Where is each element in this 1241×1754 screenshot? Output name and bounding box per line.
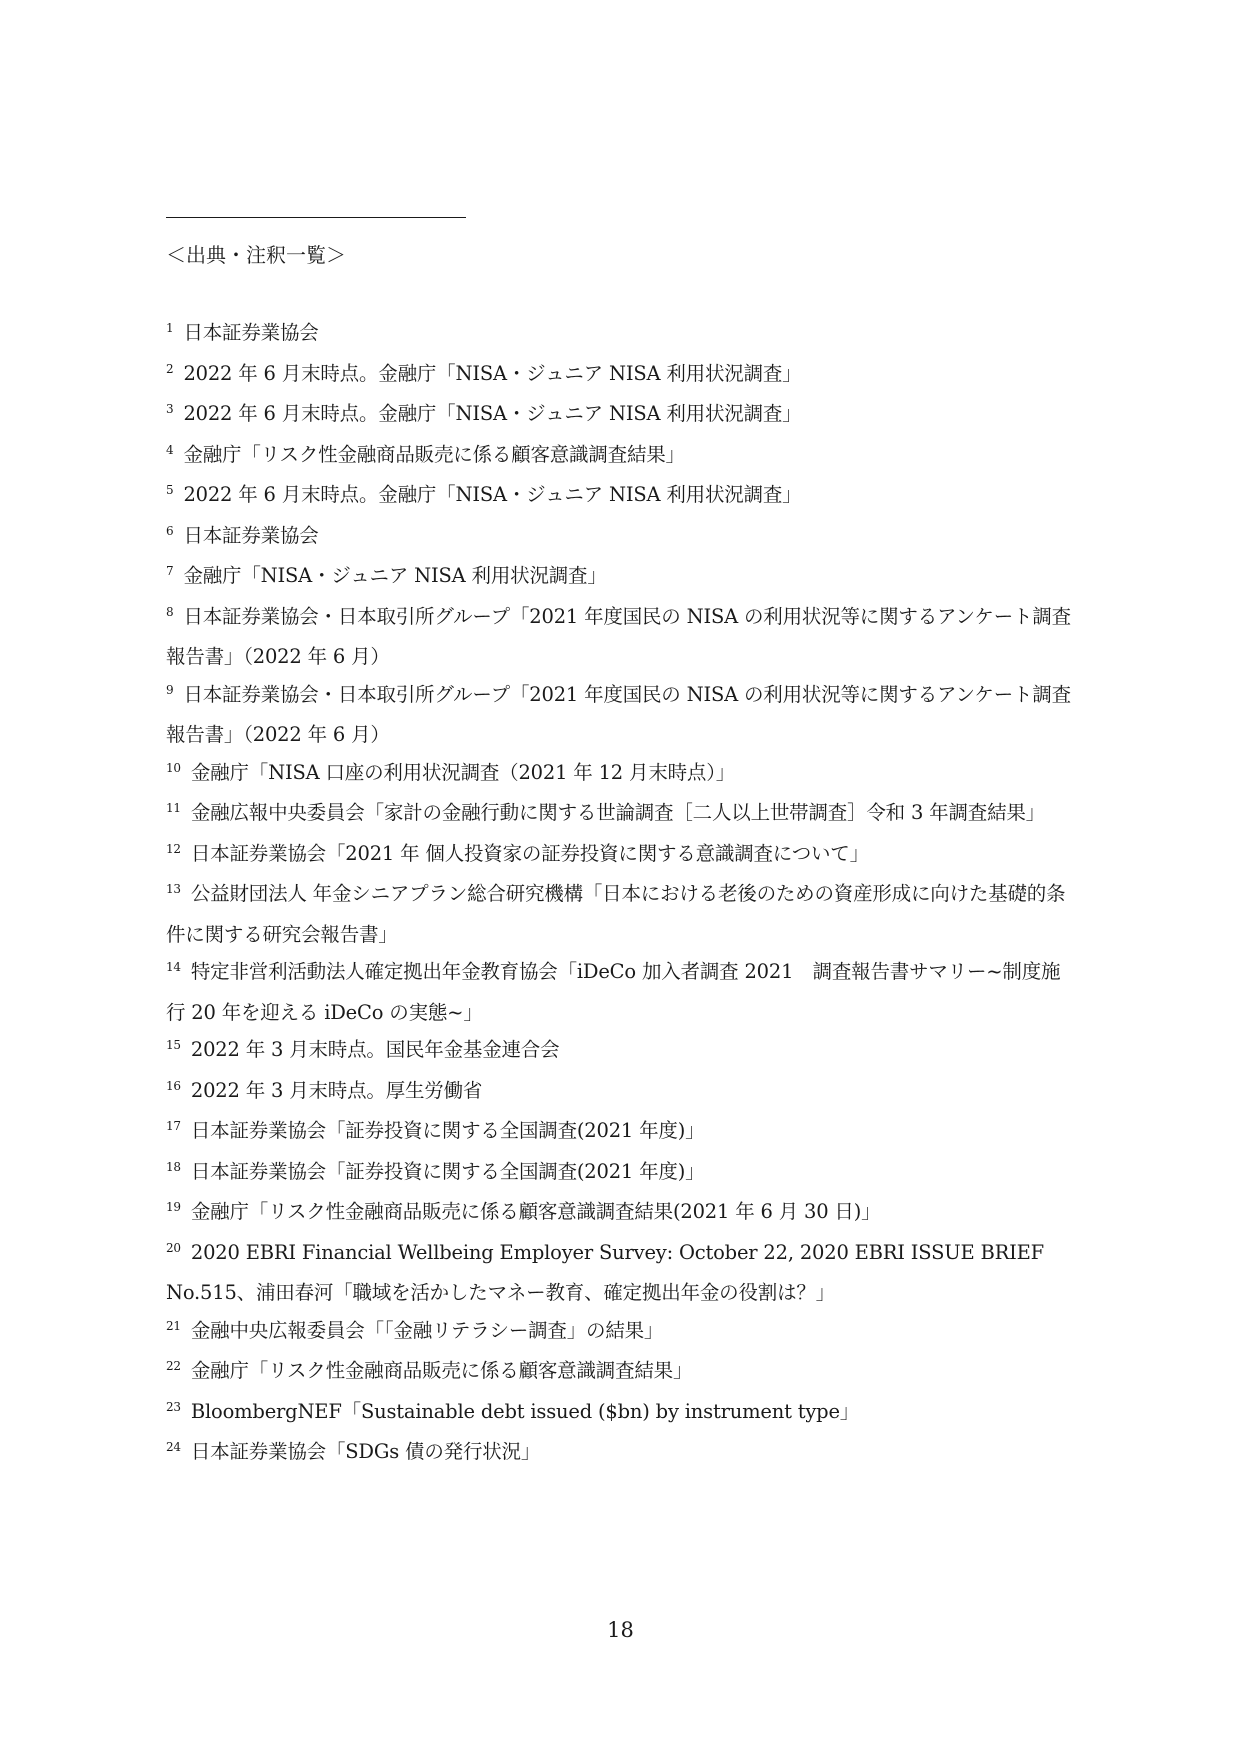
footnote-item <box>166 676 1078 754</box>
footnote-item <box>166 355 1078 396</box>
footnote-number: 8 <box>166 604 174 619</box>
footnote-item <box>166 835 1078 876</box>
footnote-text: 金融広報中央委員会「家計の金融行動に関する世論調査［二人以上世帯調査］令和 3 年調査結果」 <box>190 801 1045 824</box>
footnote-text: 2022 年 6 月末時点。金融庁「NISA・ジュニア NISA 利用状況調査」 <box>183 361 802 385</box>
footnote-item <box>166 1234 1078 1312</box>
footnote-item <box>166 1153 1078 1194</box>
footnote-text: 2022 年 3 月末時点。国民年金基金連合会 <box>190 1038 560 1061</box>
footnote-number: 2 <box>166 361 174 376</box>
footnote-number: 4 <box>166 442 174 457</box>
footnote-item <box>166 598 1078 676</box>
footnote-number: 17 <box>166 1119 181 1133</box>
footnote-text: 金融庁「NISA 口座の利用状況調査（2021 年 12 月末時点）」 <box>190 760 736 784</box>
footnote-number: 15 <box>166 1038 181 1052</box>
footnote-number: 19 <box>166 1200 181 1214</box>
footnote-number: 21 <box>166 1318 181 1333</box>
footnote-item <box>166 1433 1078 1474</box>
footnote-text: 2022 年 3 月末時点。厚生労働省 <box>190 1078 483 1102</box>
footnote-text: 日本証券業協会「証券投資に関する全国調査(2021 年度)」 <box>190 1159 705 1183</box>
page-number: 18 <box>607 1618 634 1642</box>
footnote-item <box>166 476 1078 517</box>
footnote-number: 22 <box>166 1359 181 1373</box>
footnote-item <box>166 953 1078 1031</box>
footnote-text: 2022 年 6 月末時点。金融庁「NISA・ジュニア NISA 利用状況調査」 <box>183 483 802 506</box>
footnote-text: 金融庁「リスク性金融商品販売に係る顧客意識調査結果」 <box>183 442 685 466</box>
footnote-number: 1 <box>166 321 174 335</box>
footnote-text: 2022 年 6 月末時点。金融庁「NISA・ジュニア NISA 利用状況調査」 <box>183 402 802 425</box>
footnote-text: 日本証券業協会・日本取引所グループ「2021 年度国民の NISA の利用状況等に関するアンケート調査報告書」（2022 年 6 月） <box>166 682 1071 746</box>
footnote-text: 金融庁「リスク性金融商品販売に係る顧客意識調査結果(2021 年 6 月 30 日)」 <box>190 1200 881 1223</box>
footnote-item <box>166 1031 1078 1072</box>
footnote-item <box>166 1393 1078 1434</box>
footnote-separator-rule <box>166 217 466 218</box>
footnote-item <box>166 436 1078 477</box>
footnote-text: 特定非営利活動法人確定拠出年金教育協会「iDeCo 加入者調査 2021 調査報告書サマリー~制度施行 20 年を迎える iDeCo の実態~」 <box>166 960 1061 1024</box>
footnote-text: 公益財団法人 年金シニアプラン総合研究機構「日本における老後のための資産形成に向けた基礎的条件に関する研究会報告書」 <box>166 882 1066 946</box>
footnote-number: 13 <box>166 882 181 896</box>
footnote-number: 9 <box>166 682 174 697</box>
footnote-number: 24 <box>166 1440 181 1454</box>
footnote-item <box>166 557 1078 598</box>
sources-heading: ＜出典・注釈一覧＞ <box>166 243 346 267</box>
footnote-number: 3 <box>166 402 174 416</box>
footnote-item <box>166 395 1078 436</box>
footnote-number: 7 <box>166 564 174 578</box>
footnote-text: 日本証券業協会 <box>183 321 319 344</box>
footnote-number: 23 <box>166 1399 181 1414</box>
footnote-item <box>166 1193 1078 1234</box>
footnote-item <box>166 1072 1078 1113</box>
footnote-number: 5 <box>166 483 174 497</box>
footnote-text: BloombergNEF「Sustainable debt issued ($bn) by instrument type」 <box>190 1399 860 1423</box>
footnote-text: 日本証券業協会・日本取引所グループ「2021 年度国民の NISA の利用状況等に関するアンケート調査報告書」（2022 年 6 月） <box>166 604 1071 668</box>
footnote-item <box>166 754 1078 795</box>
footnote-item <box>166 1352 1078 1393</box>
footnote-number: 20 <box>166 1240 181 1255</box>
footnote-number: 14 <box>166 960 181 974</box>
footnote-number: 11 <box>166 801 181 815</box>
footnote-item <box>166 314 1078 355</box>
footnote-text: 金融庁「NISA・ジュニア NISA 利用状況調査」 <box>183 564 607 587</box>
footnote-item <box>166 875 1078 953</box>
footnote-number: 6 <box>166 523 174 538</box>
footnote-number: 12 <box>166 841 181 856</box>
footnote-text: 金融庁「リスク性金融商品販売に係る顧客意識調査結果」 <box>190 1359 693 1382</box>
footnote-text: 2020 EBRI Financial Wellbeing Employer Survey: October 22, 2020 EBRI ISSUE BRIEF No.515、浦田春河「職域を活かしたマネー教育、確定拠出年金の役割は？」 <box>166 1240 1045 1304</box>
footnote-item <box>166 517 1078 558</box>
footnote-item <box>166 1312 1078 1353</box>
footnote-number: 10 <box>166 760 181 775</box>
footnote-list <box>166 314 1078 1474</box>
footnote-text: 日本証券業協会 <box>183 523 319 547</box>
footnote-text: 日本証券業協会「SDGs 債の発行状況」 <box>190 1440 541 1463</box>
footnote-text: 日本証券業協会「2021 年 個人投資家の証券投資に関する意識調査について」 <box>190 841 869 865</box>
footnote-item <box>166 1112 1078 1153</box>
footnote-item <box>166 794 1078 835</box>
footnote-number: 18 <box>166 1159 181 1174</box>
footnote-text: 金融中央広報委員会「「金融リテラシー調査」の結果」 <box>190 1318 664 1342</box>
footnote-number: 16 <box>166 1078 181 1093</box>
footnote-text: 日本証券業協会「証券投資に関する全国調査(2021 年度)」 <box>190 1119 705 1142</box>
